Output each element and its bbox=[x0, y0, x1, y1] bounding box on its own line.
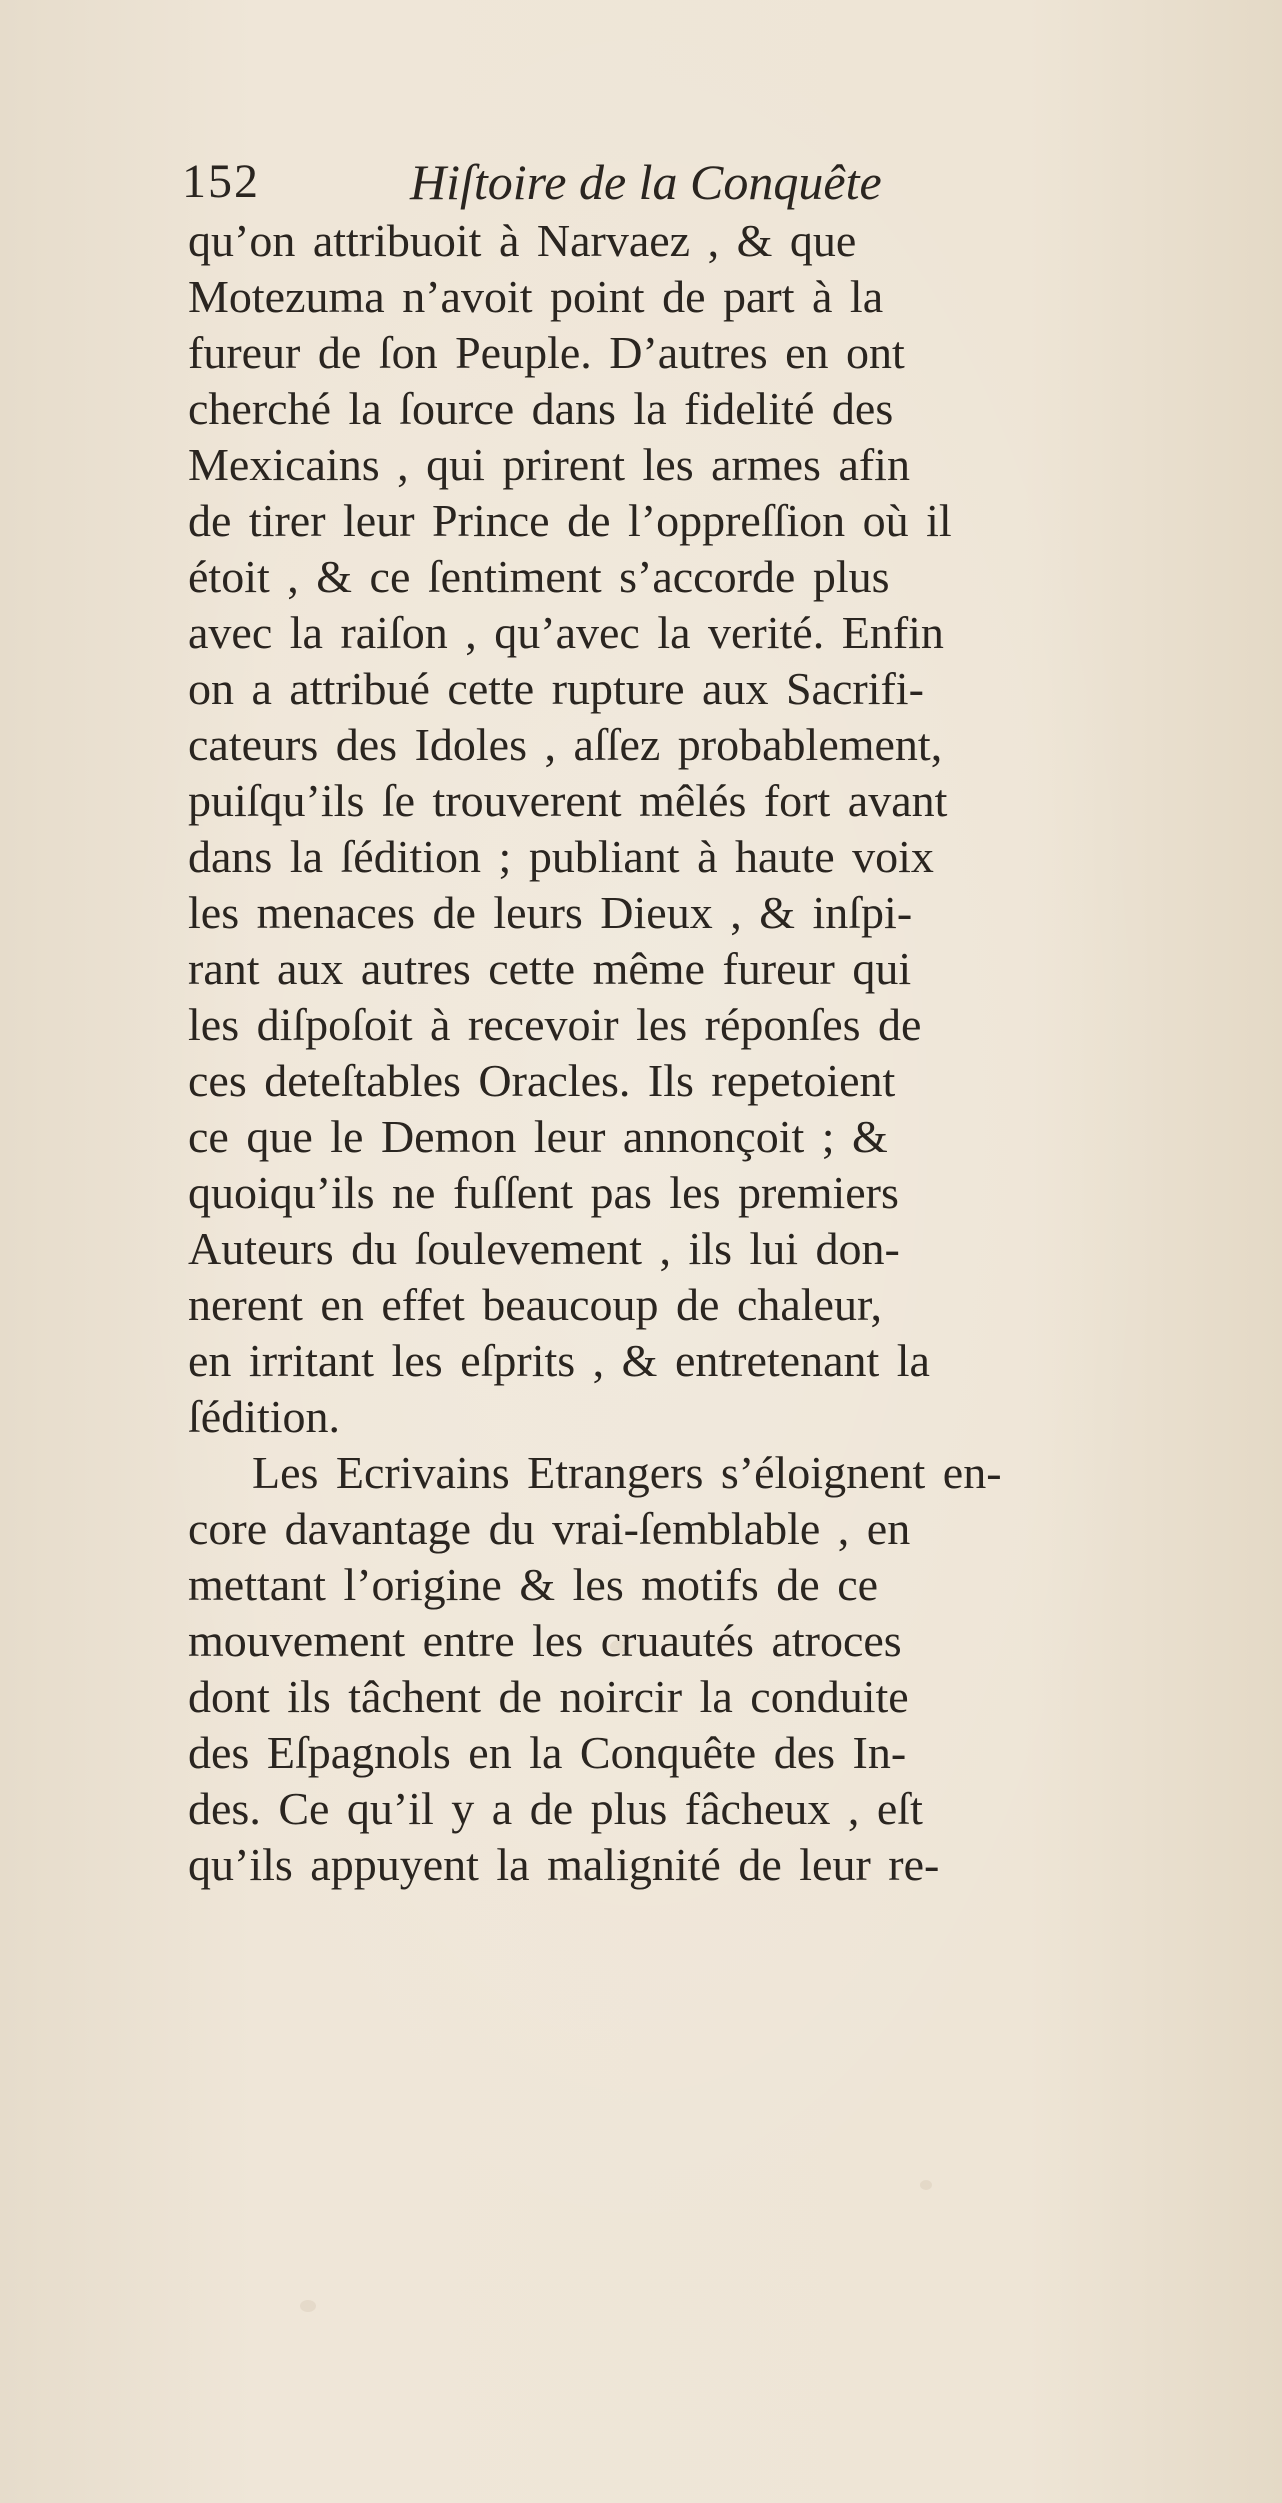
text-line: core davantage du vrai-ſemblable , en bbox=[188, 1503, 911, 1554]
text-line: mouvement entre les cruautés atroces bbox=[188, 1615, 902, 1666]
text-line: qu’ils appuyent la malignité de leur re- bbox=[188, 1839, 940, 1890]
text-line: en irritant les eſprits , & entretenant la bbox=[188, 1335, 930, 1386]
text-line: étoit , & ce ſentiment s’accorde plus bbox=[188, 551, 890, 602]
text-line: cherché la ſource dans la fidelité des bbox=[188, 383, 894, 434]
text-line: fureur de ſon Peuple. D’autres en ont bbox=[188, 327, 905, 378]
text-line: Les Ecrivains Etrangers s’éloignent en- bbox=[252, 1447, 1002, 1498]
text-line: mettant l’origine & les motifs de ce bbox=[188, 1559, 879, 1610]
text-line: les diſpoſoit à recevoir les réponſes de bbox=[188, 999, 922, 1050]
text-line: des Eſpagnols en la Conquête des In- bbox=[188, 1727, 907, 1778]
text-line: Motezuma n’avoit point de part à la bbox=[188, 271, 884, 322]
text-line: puiſqu’ils ſe trouverent mêlés fort avant bbox=[188, 775, 948, 826]
text-line: ce que le Demon leur annonçoit ; & bbox=[188, 1111, 888, 1162]
text-line: des. Ce qu’il y a de plus fâcheux , eſt bbox=[188, 1783, 923, 1834]
page-number: 152 bbox=[182, 155, 260, 208]
text-line: rant aux autres cette même fureur qui bbox=[188, 943, 912, 994]
page-header bbox=[182, 152, 1182, 212]
foxing-spot bbox=[300, 2300, 316, 2312]
foxing-spot bbox=[920, 2180, 932, 2190]
text-line: qu’on attribuoit à Narvaez , & que bbox=[188, 215, 857, 266]
running-head: Hiſtoire de la Conquête bbox=[410, 154, 882, 210]
text-line: avec la raiſon , qu’avec la verité. Enfin bbox=[188, 607, 944, 658]
text-line: ſédition. bbox=[188, 1391, 341, 1442]
text-line: quoiqu’ils ne fuſſent pas les premiers bbox=[188, 1167, 899, 1218]
text-line: dont ils tâchent de noircir la conduite bbox=[188, 1671, 909, 1722]
text-line: Mexicains , qui prirent les armes afin bbox=[188, 439, 910, 490]
text-line: on a attribué cette rupture aux Sacrifi- bbox=[188, 663, 924, 714]
text-line: cateurs des Idoles , aſſez probablement, bbox=[188, 719, 943, 770]
text-line: nerent en effet beaucoup de chaleur, bbox=[188, 1279, 882, 1330]
text-line: dans la ſédition ; publiant à haute voix bbox=[188, 831, 934, 882]
text-line: ces deteſtables Oracles. Ils repetoient bbox=[188, 1055, 896, 1106]
text-line: les menaces de leurs Dieux , & inſpi- bbox=[188, 887, 913, 938]
text-line: de tirer leur Prince de l’oppreſſion où il bbox=[188, 495, 952, 546]
text-line: Auteurs du ſoulevement , ils lui don- bbox=[188, 1223, 900, 1274]
